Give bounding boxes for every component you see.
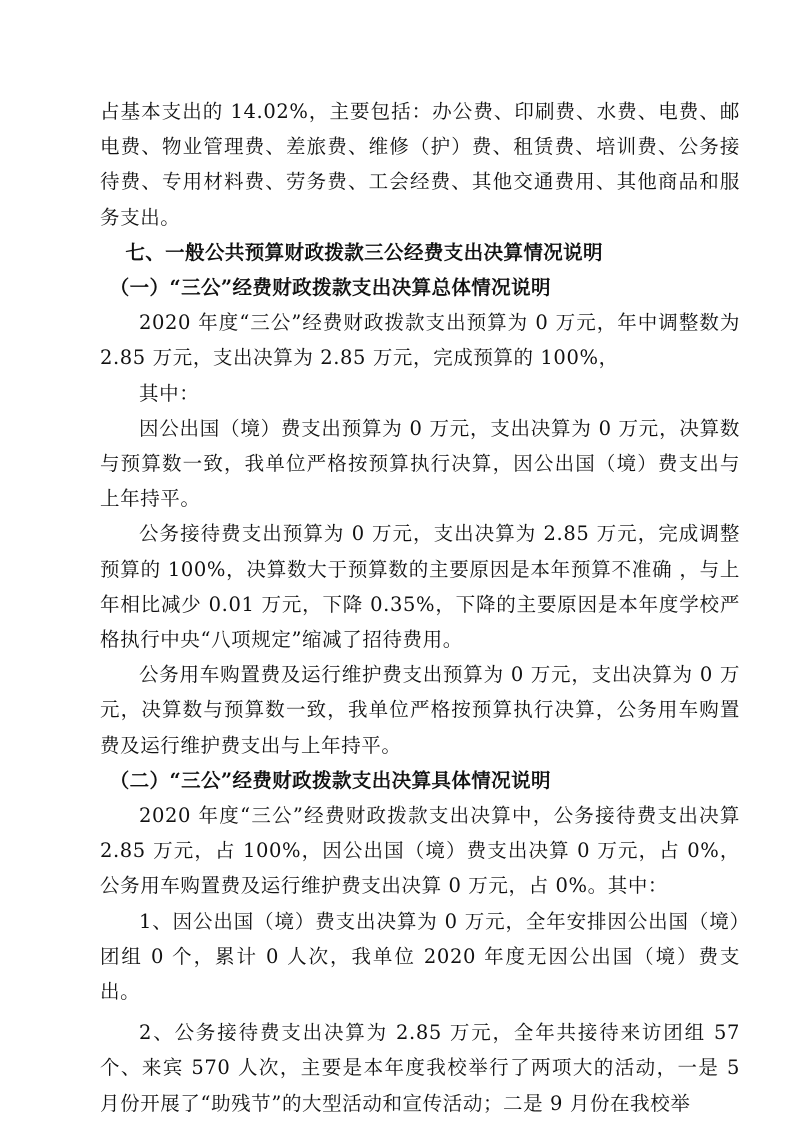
paragraph-item-overseas: 1、因公出国（境）费支出决算为 0 万元，全年安排因公出国（境）团组 0 个，累计 0 人次，我单位 2020 年度无因公出国（境）费支出。: [100, 909, 740, 1004]
paragraph-overall-budget: 2020 年度“三公”经费财政拨款支出预算为 0 万元，年中调整数为 2.85 万元，支出决算为 2.85 万元，完成预算的 100%，: [100, 311, 740, 370]
paragraph-item-reception: 2、公务接待费支出决算为 2.85 万元，全年共接待来访团组 57 个、来宾 570 人次，主要是本年度我校举行了两项大的活动，一是 5 月份开展了“助残节”的大型活动和宣传活动；二是 9 月份在我校举: [100, 1021, 740, 1115]
section-heading-three-public-expenses: 七、一般公共预算财政拨款三公经费支出决算情况说明: [125, 240, 603, 264]
paragraph-basic-expenditure: 占基本支出的 14.02%，主要包括：办公费、印刷费、水费、电费、邮电费、物业管理费、差旅费、维修（护）费、租赁费、培训费、公务接待费、专用材料费、劳务费、工会经费、其他交通费用、其他商品和服务支出。: [100, 100, 740, 229]
subsection-heading-details: （二）“三公”经费财政拨款支出决算具体情况说明: [109, 768, 551, 792]
document-body: [100, 94, 740, 1121]
paragraph-among-which: 其中：: [139, 381, 200, 405]
paragraph-details-summary: 2020 年度“三公”经费财政拨款支出决算中，公务接待费支出决算 2.85 万元，占 100%，因公出国（境）费支出决算 0 万元，占 0%，公务用车购置费及运行维护费支出决算 0 万元，占 0%。其中：: [100, 804, 740, 898]
paragraph-official-vehicles: 公务用车购置费及运行维护费支出预算为 0 万元，支出决算为 0 万元，决算数与预算数一致，我单位严格按预算执行决算，公务用车购置费及运行维护费支出与上年持平。: [100, 663, 740, 757]
paragraph-overseas-travel: 因公出国（境）费支出预算为 0 万元，支出决算为 0 万元，决算数与预算数一致，我单位严格按预算执行决算，因公出国（境）费支出与上年持平。: [100, 416, 740, 511]
subsection-heading-overall: （一）“三公”经费财政拨款支出决算总体情况说明: [109, 276, 551, 300]
paragraph-official-reception: 公务接待费支出预算为 0 万元，支出决算为 2.85 万元，完成调整预算的 100%，决算数大于预算数的主要原因是本年预算不准确 ，与上年相比减少 0.01 万元，下降 0.35%，下降的主要原因是本年度学校严格执行中央“八项规定”缩减了招待费用。: [100, 522, 740, 652]
